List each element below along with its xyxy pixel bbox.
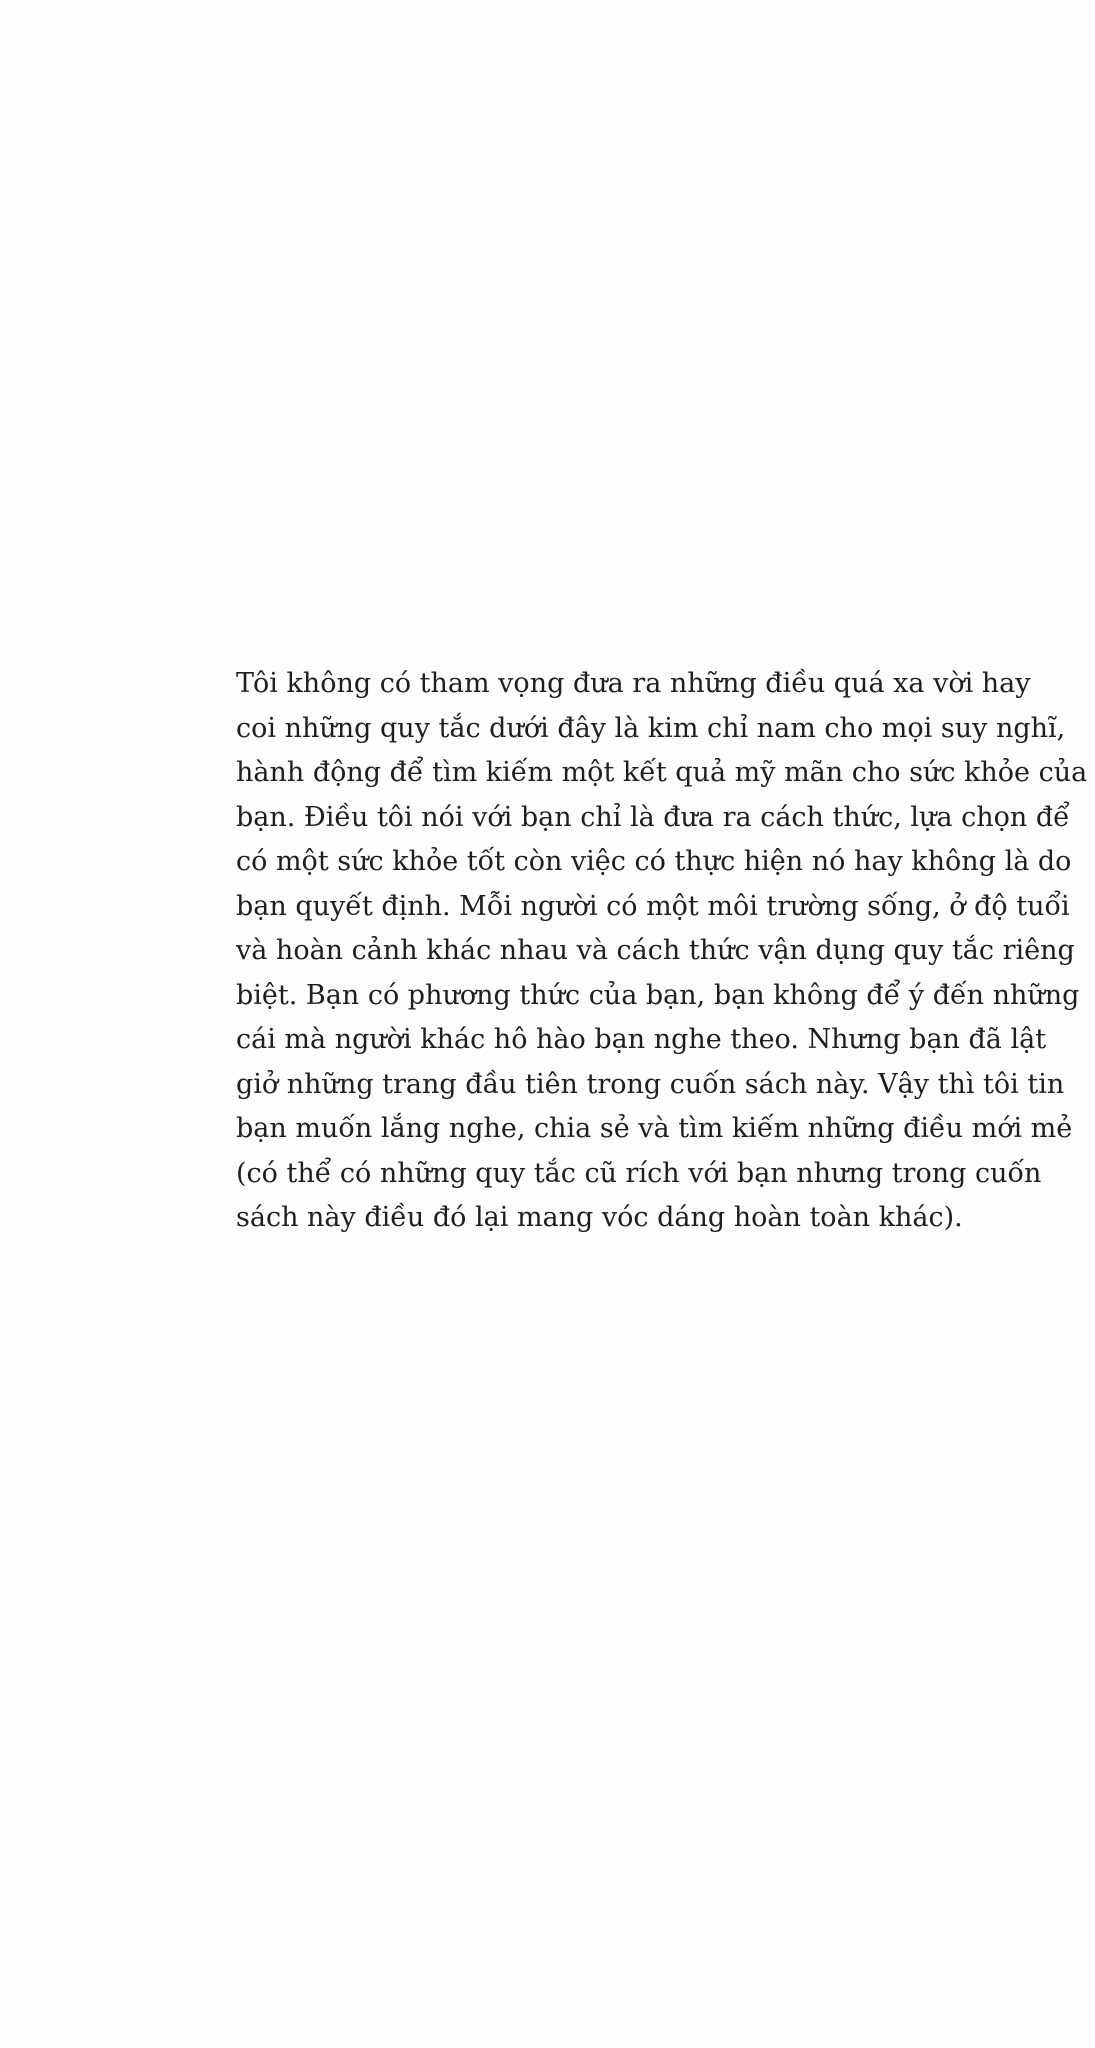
paragraph-line: bạn quyết định. Mỗi người có một môi trường sống, ở độ tuổi xyxy=(236,890,1070,922)
paragraph-line: và hoàn cảnh khác nhau và cách thức vận dụng quy tắc riêng xyxy=(236,935,1075,966)
paragraph-line: bạn muốn lắng nghe, chia sẻ và tìm kiếm những điều mới mẻ xyxy=(236,1113,1073,1144)
paragraph-line: biệt. Bạn có phương thức của bạn, bạn không để ý đến những xyxy=(236,979,1080,1011)
paragraph-line: Tôi không có tham vọng đưa ra những điều quá xa vời hay xyxy=(236,668,1031,699)
paragraph-line: hành động để tìm kiếm một kết quả mỹ mãn cho sức khỏe của xyxy=(236,757,1088,788)
paragraph-line: có một sức khỏe tốt còn việc có thực hiện nó hay không là do xyxy=(236,846,1072,877)
paragraph-line: cái mà người khác hô hào bạn nghe theo. Nhưng bạn đã lật xyxy=(236,1024,1047,1055)
paragraph-line: giở những trang đầu tiên trong cuốn sách này. Vậy thì tôi tin xyxy=(236,1068,1065,1100)
paragraph-line: coi những quy tắc dưới đây là kim chỉ nam cho mọi suy nghĩ, xyxy=(236,712,1066,744)
paragraph-line: (có thể có những quy tắc cũ rích với bạn nhưng trong cuốn xyxy=(236,1157,1042,1189)
paragraph-line: bạn. Điều tôi nói với bạn chỉ là đưa ra cách thức, lựa chọn để xyxy=(236,801,1070,833)
body-paragraph xyxy=(236,668,1088,1247)
paragraph-line: sách này điều đó lại mang vóc dáng hoàn toàn khác). xyxy=(236,1202,963,1233)
